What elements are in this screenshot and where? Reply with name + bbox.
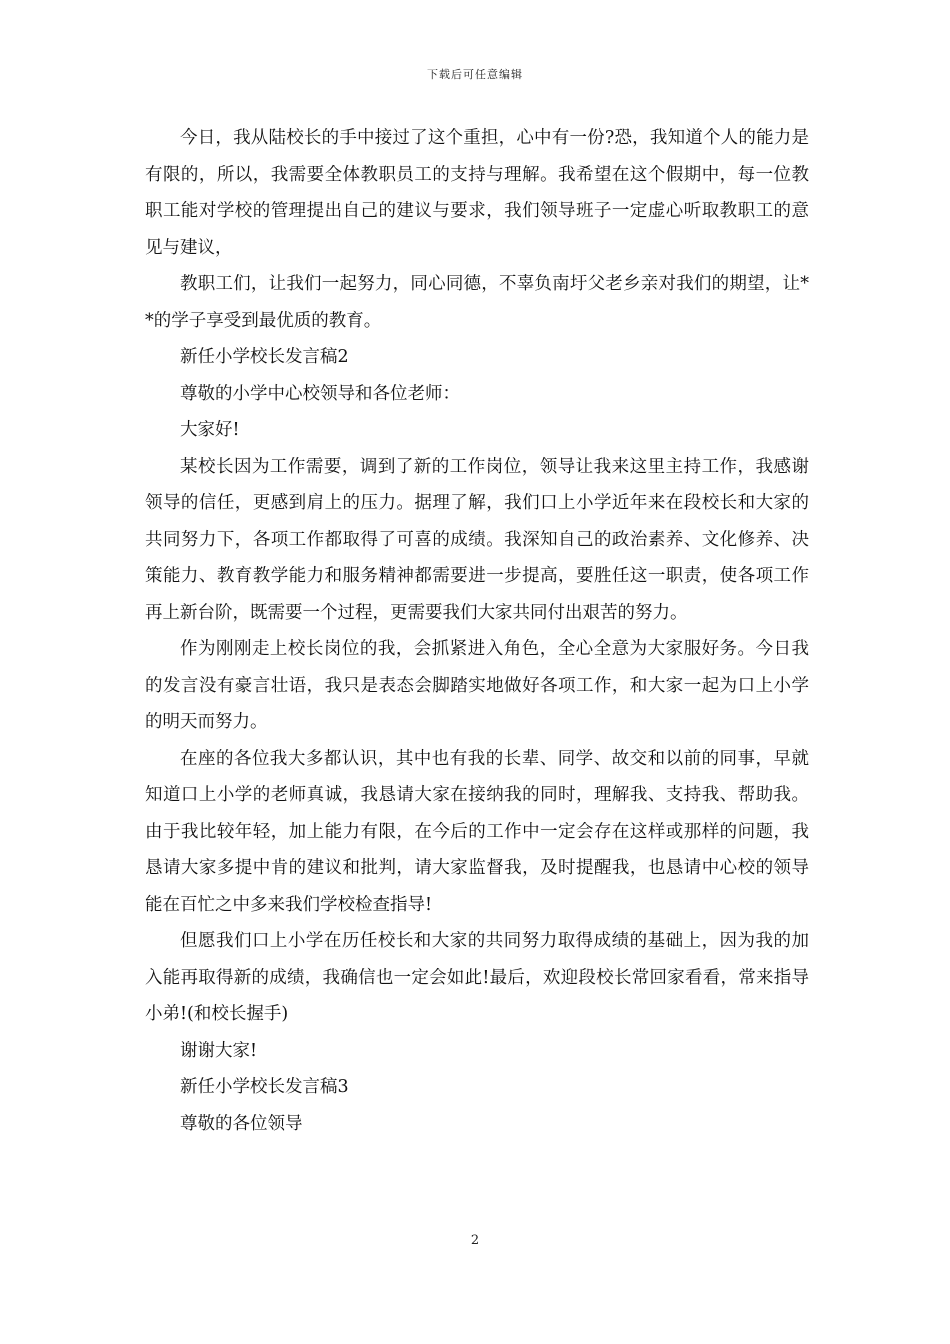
header-note: 下载后可任意编辑 [427, 68, 523, 81]
paragraph-9: 但愿我们口上小学在历任校长和大家的共同努力取得成绩的基础上，因为我的加入能再取得新的成绩，我确信也一定会如此!最后，欢迎段校长常回家看看，常来指导小弟!(和校长握手) [145, 931, 809, 1024]
document-body [145, 120, 809, 1142]
section-heading-3: 新任小学校长发言稿3 [180, 1077, 349, 1097]
closing-thanks: 谢谢大家! [180, 1040, 258, 1061]
paragraph-8: 在座的各位我大多都认识，其中也有我的长辈、同学、故交和以前的同事，早就知道口上小学的老师真诚，我恳请大家在接纳我的同时，理解我、支持我、帮助我。由于我比较年轻，加上能力有限，在今后的工作中一定会存在这样或那样的问题，我恳请大家多提中肯的建议和批判，请大家监督我，及时提醒我，也恳请中心校的领导能在百忙之中多来我们学校检查指导! [145, 748, 809, 915]
salutation: 尊敬的小学中心校领导和各位老师： [180, 383, 460, 404]
paragraph-1: 今日，我从陆校长的手中接过了这个重担，心中有一份?恐，我知道个人的能力是有限的，所以，我需要全体教职员工的支持与理解。我希望在这个假期中，每一位教职工能对学校的管理提出自己的建议与要求，我们领导班子一定虚心听取教职工的意见与建议， [145, 128, 809, 258]
paragraph-7: 作为刚刚走上校长岗位的我，会抓紧进入角色，全心全意为大家服好务。今日我的发言没有豪言壮语，我只是表态会脚踏实地做好各项工作，和大家一起为口上小学的明天而努力。 [145, 639, 809, 732]
greeting: 大家好! [180, 420, 240, 440]
page-number: 2 [470, 1233, 480, 1248]
paragraph-2: 教职工们，让我们一起努力，同心同德，不辜负南圩父老乡亲对我们的期望，让**的学子享受到最优质的教育。 [145, 274, 809, 331]
section-heading-2: 新任小学校长发言稿2 [180, 347, 349, 367]
salutation-2: 尊敬的各位领导 [180, 1113, 303, 1134]
paragraph-6: 某校长因为工作需要，调到了新的工作岗位，领导让我来这里主持工作，我感谢领导的信任，更感到肩上的压力。据理了解，我们口上小学近年来在段校长和大家的共同努力下，各项工作都取得了可喜的成绩。我深知自己的政治素养、文化修养、决策能力、教育教学能力和服务精神都需要进一步提高，要胜任这一职责，使各项工作再上新台阶，既需要一个过程，更需要我们大家共同付出艰苦的努力。 [145, 456, 809, 623]
